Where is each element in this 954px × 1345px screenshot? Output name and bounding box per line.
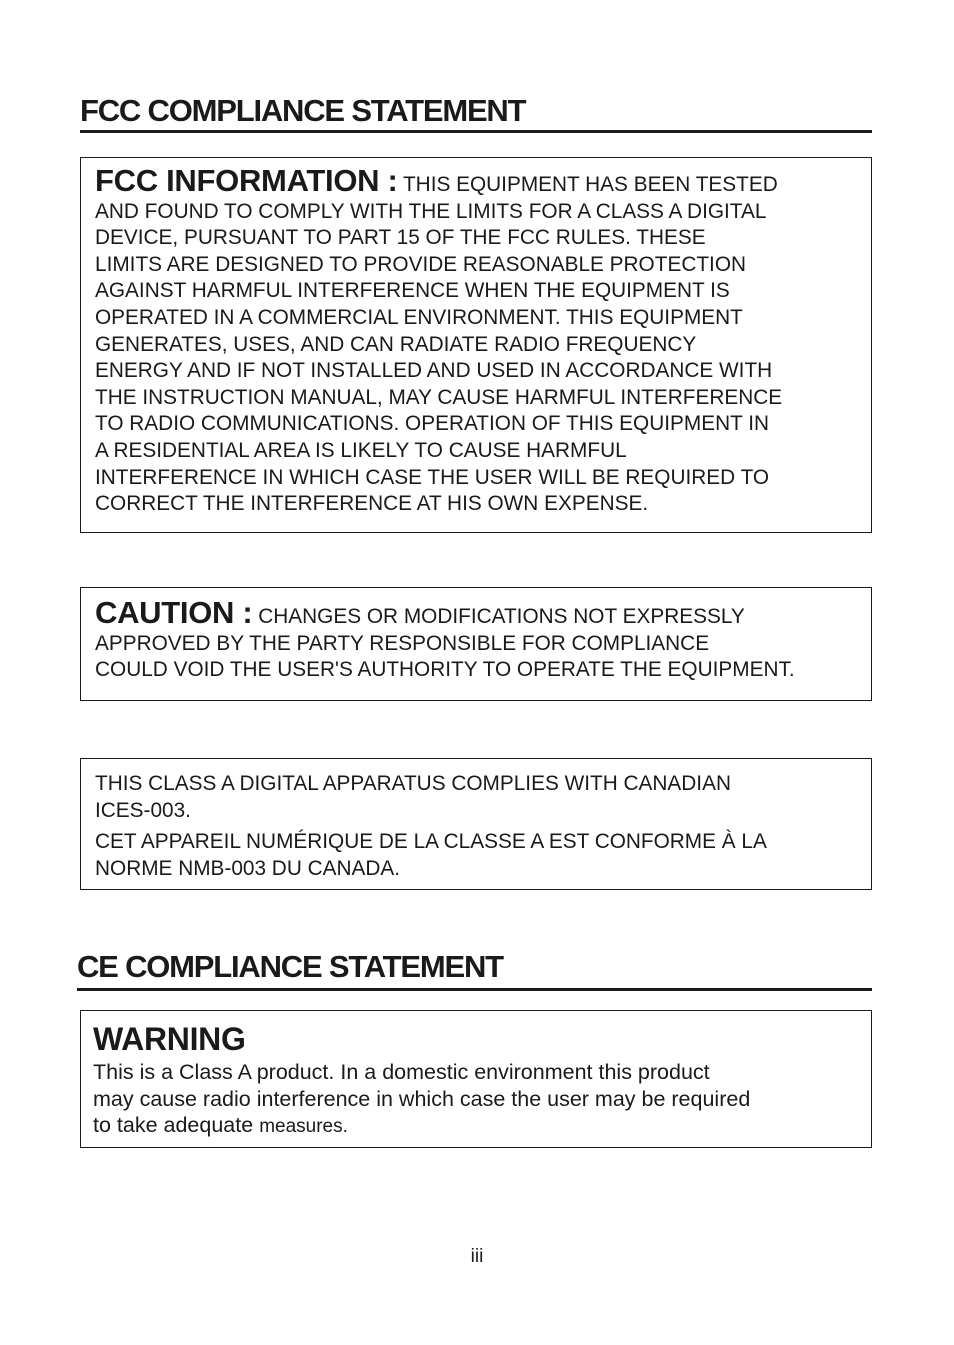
fcc-information-line: GENERATES, USES, AND CAN RADIATE RADIO FREQUENCY xyxy=(95,332,697,356)
fcc-information-box xyxy=(80,157,872,533)
fcc-information-line: THIS EQUIPMENT HAS BEEN TESTED xyxy=(402,173,778,196)
caution-label: CAUTION : xyxy=(95,595,253,630)
caution-box xyxy=(80,587,872,701)
warning-line: This is a Class A product. In a domestic environment this product xyxy=(93,1060,710,1084)
fcc-information-line: INTERFERENCE IN WHICH CASE THE USER WILL BE REQUIRED TO xyxy=(95,465,770,489)
fcc-information-line: AND FOUND TO COMPLY WITH THE LIMITS FOR A CLASS A DIGITAL xyxy=(95,199,767,223)
fcc-compliance-heading: FCC COMPLIANCE STATEMENT xyxy=(80,94,872,133)
fcc-information-line: A RESIDENTIAL AREA IS LIKELY TO CAUSE HARMFUL xyxy=(95,438,627,462)
page-number: iii xyxy=(470,1246,484,1267)
canada-compliance-box xyxy=(80,758,872,890)
fcc-information-line: DEVICE, PURSUANT TO PART 15 OF THE FCC RULES. THESE xyxy=(95,226,706,250)
warning-line: to take adequate xyxy=(93,1113,254,1138)
warning-text xyxy=(93,1059,750,1141)
fcc-information-line: TO RADIO COMMUNICATIONS. OPERATION OF THIS EQUIPMENT IN xyxy=(95,412,770,436)
fcc-information-line: THE INSTRUCTION MANUAL, MAY CAUSE HARMFUL INTERFERENCE xyxy=(95,385,783,409)
canada-french-line: NORME NMB-003 DU CANADA. xyxy=(95,856,401,880)
fcc-information-line: CORRECT THE INTERFERENCE AT HIS OWN EXPENSE. xyxy=(95,492,649,516)
caution-line: APPROVED BY THE PARTY RESPONSIBLE FOR COMPLIANCE xyxy=(95,631,710,655)
canada-french-text xyxy=(95,829,767,882)
warning-title: WARNING xyxy=(93,1021,246,1057)
fcc-information-line: LIMITS ARE DESIGNED TO PROVIDE REASONABLE PROTECTION xyxy=(95,252,747,276)
canada-english-line: ICES-003. xyxy=(95,798,191,822)
fcc-information-label: FCC INFORMATION : xyxy=(95,163,398,198)
fcc-information-line: AGAINST HARMFUL INTERFERENCE WHEN THE EQUIPMENT IS xyxy=(95,279,730,303)
fcc-information-line: ENERGY AND IF NOT INSTALLED AND USED IN ACCORDANCE WITH xyxy=(95,359,773,383)
caution-text xyxy=(95,595,795,684)
canada-english-text xyxy=(95,771,731,824)
canada-english-line: THIS CLASS A DIGITAL APPARATUS COMPLIES WITH CANADIAN xyxy=(95,772,731,795)
caution-line: COULD VOID THE USER'S AUTHORITY TO OPERATE THE EQUIPMENT. xyxy=(95,658,795,682)
fcc-information-line: OPERATED IN A COMMERCIAL ENVIRONMENT. THIS EQUIPMENT xyxy=(95,305,743,329)
ce-compliance-heading: CE COMPLIANCE STATEMENT xyxy=(77,950,872,991)
canada-french-line: CET APPAREIL NUMÉRIQUE DE LA CLASSE A EST CONFORME À LA xyxy=(95,830,767,853)
warning-last-word: measures. xyxy=(259,1116,348,1138)
fcc-information-text xyxy=(95,163,783,518)
caution-line: CHANGES OR MODIFICATIONS NOT EXPRESSLY xyxy=(258,605,745,628)
warning-line: may cause radio interference in which case the user may be required xyxy=(93,1086,751,1111)
warning-box xyxy=(80,1010,872,1148)
